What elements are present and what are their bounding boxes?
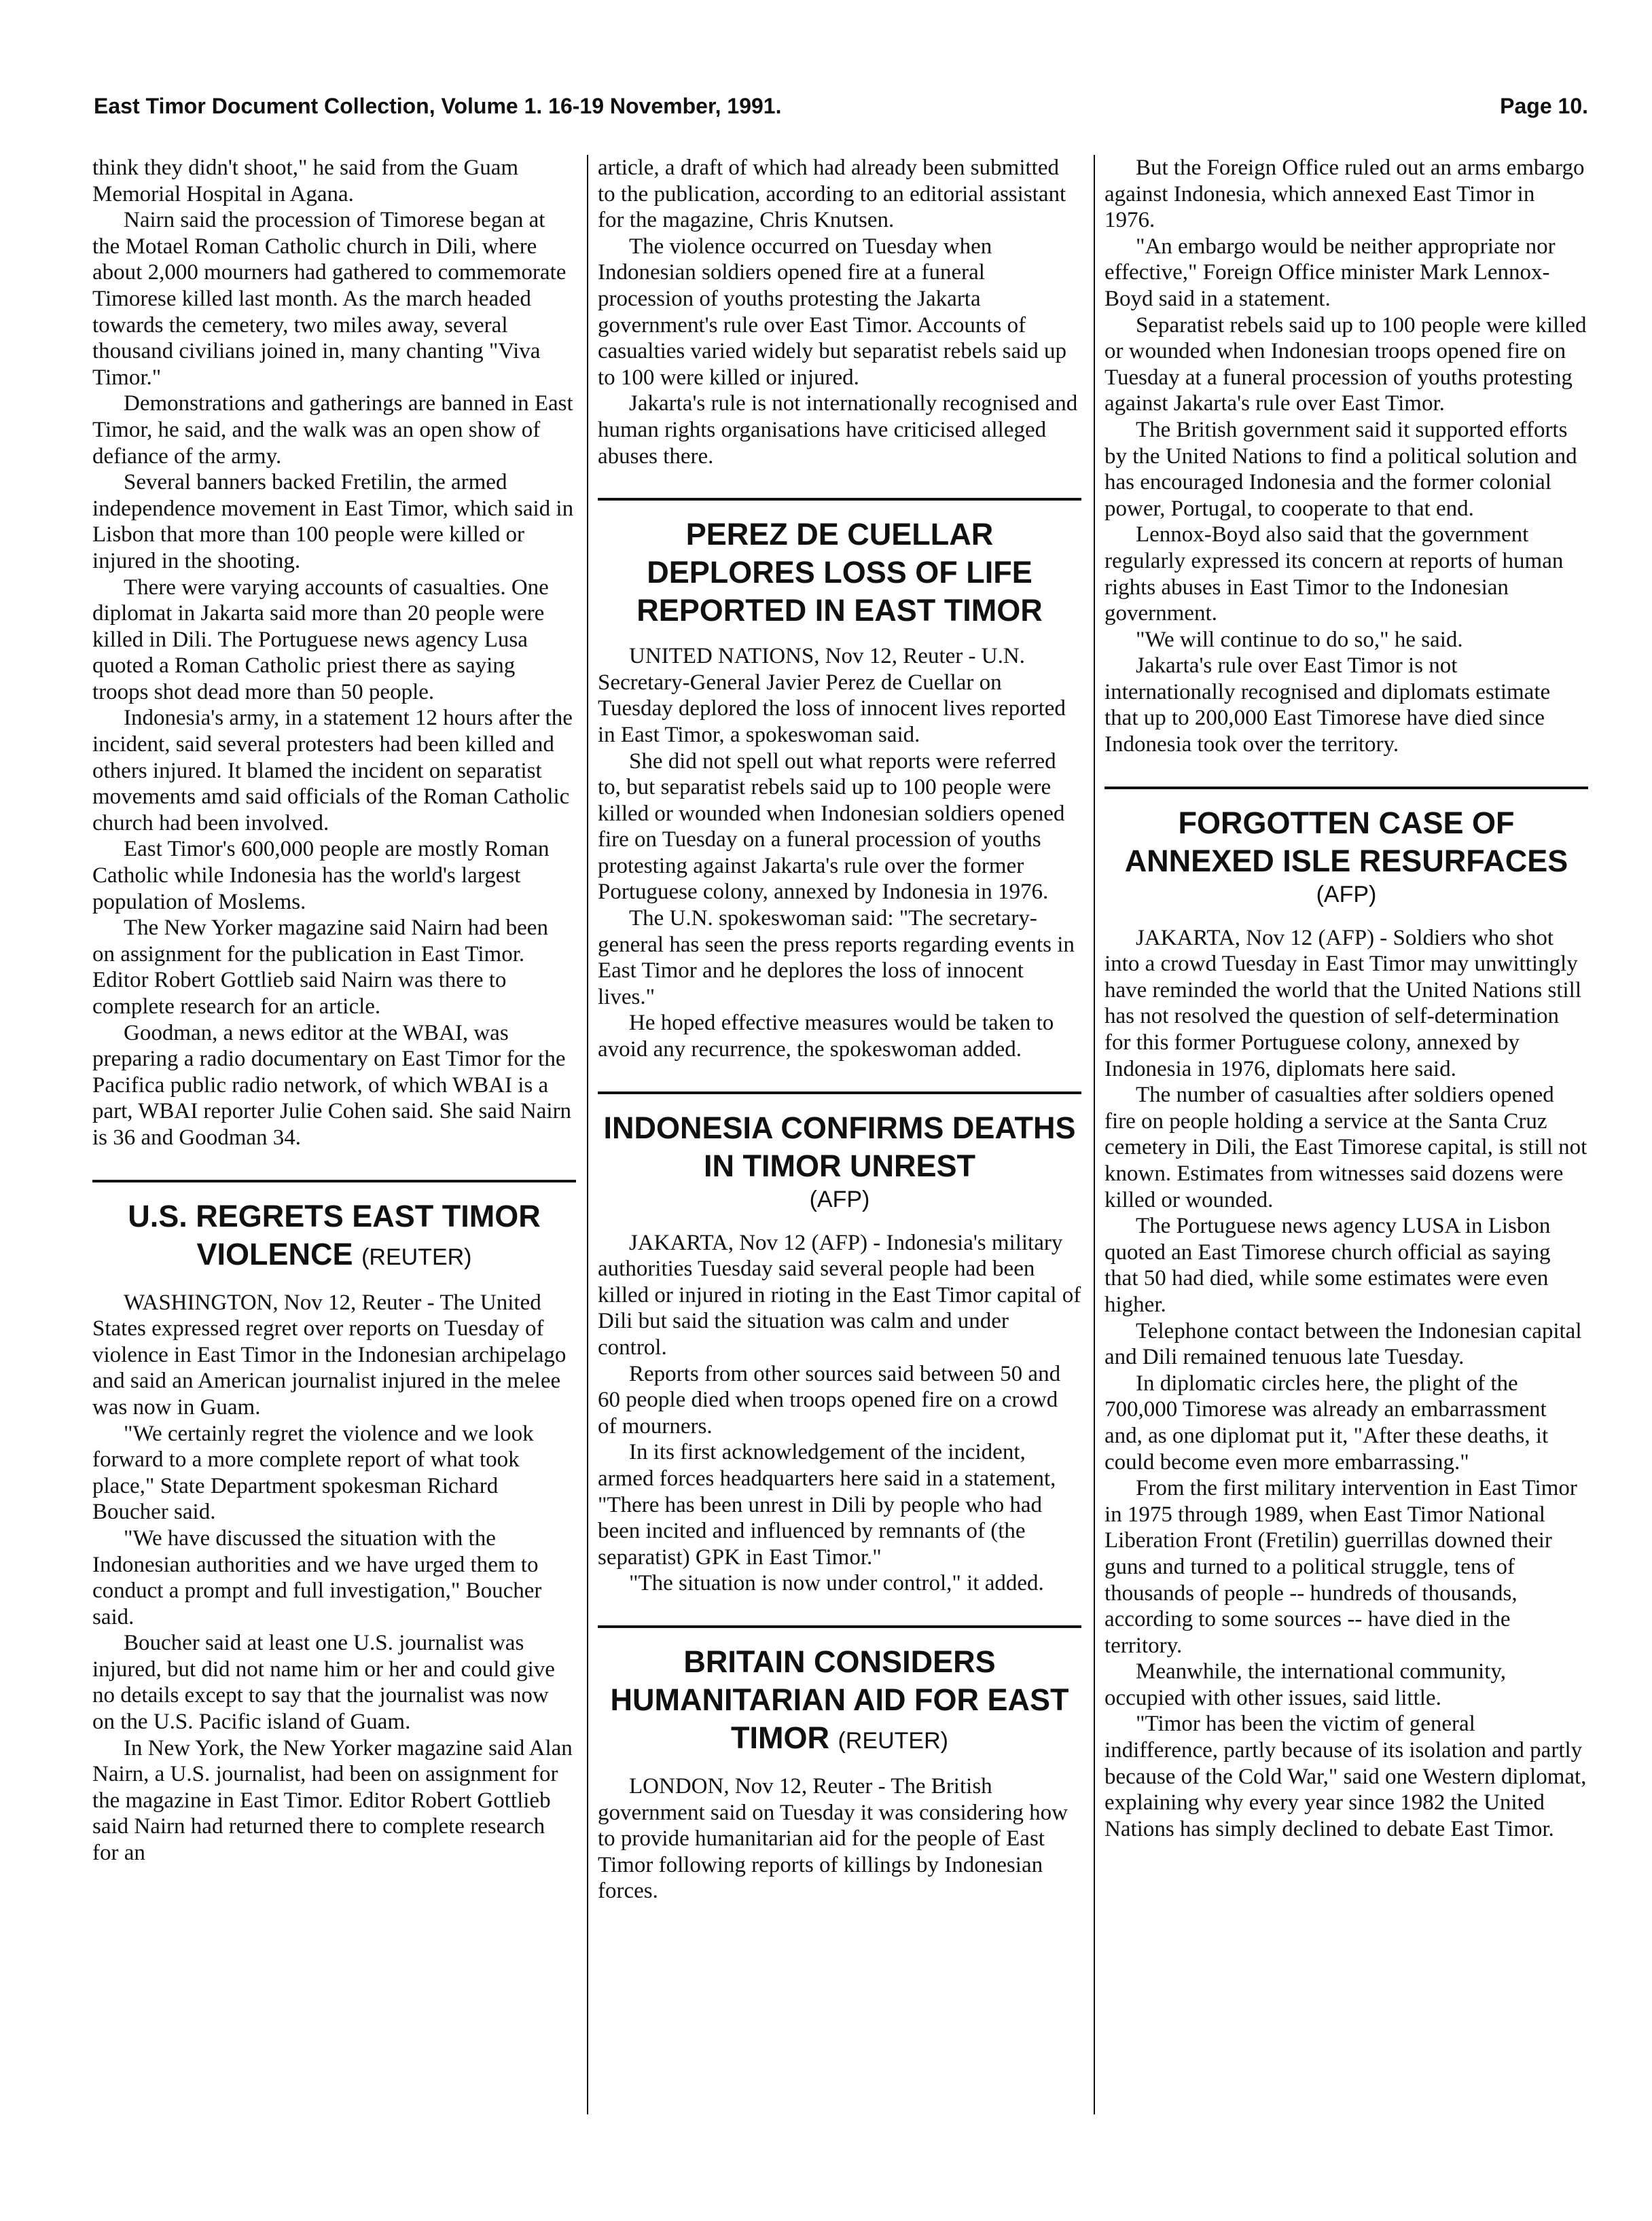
paragraph: In diplomatic circles here, the plight of the 700,000 Timorese was already an embarrassment and, as one diplomat put it, "After these deaths, it could become even more embarrassing." xyxy=(1105,1371,1549,1475)
paragraph: Demonstrations and gatherings are banned in East Timor, he said, and the walk was an open show of defiance of the army. xyxy=(92,391,573,469)
headline-source: (REUTER) xyxy=(838,1727,948,1754)
paragraph: Separatist rebels said up to 100 people were killed or wounded when Indonesian troops opened fire on Tuesday at a funeral procession of youths protesting against Jakarta's rule over East Timor. xyxy=(1105,312,1587,416)
paragraph: "We have discussed the situation with the Indonesian authorities and we have urged them to conduct a prompt and full investigation," Boucher said. xyxy=(92,1525,542,1629)
headline-source: (AFP) xyxy=(1316,881,1377,907)
paragraph: There were varying accounts of casualties. One diplomat in Jakarta said more than 20 people were killed in Dili. The Portuguese news agency Lusa quoted a Roman Catholic priest there as saying troops shot dead more than 50 people. xyxy=(92,575,549,704)
paragraph: "An embargo would be neither appropriate nor effective," Foreign Office minister Mark Lennox-Boyd said in a statement. xyxy=(1105,234,1556,311)
paragraph: The Portuguese news agency LUSA in Lisbon quoted an East Timorese church official as saying that 50 had died, while some estimates were even higher. xyxy=(1105,1214,1551,1317)
paragraph: The British government said it supported efforts by the United Nations to find a political solution and has encouraged Indonesia and the former colonial power, Portugal, to cooperate to that end. xyxy=(1105,417,1577,521)
paragraph: The violence occurred on Tuesday when Indonesian soldiers opened fire at a funeral procession of youths protesting the Jakarta government's rule over East Timor. Accounts of casualties varied widely but separatist rebels said up to 100 were killed or injured. xyxy=(598,234,1067,390)
column-divider-2 xyxy=(1094,155,1095,2114)
column-1 xyxy=(92,155,576,1866)
paragraph: article, a draft of which had already been submitted to the publication, according to an editorial assistant for the magazine, Chris Knutsen. xyxy=(598,156,1066,233)
headline-text: BRITAIN CONSIDERS HUMANITARIAN AID FOR EAST TIMOR xyxy=(610,1644,1069,1755)
paragraph: Goodman, a news editor at the WBAI, was preparing a radio documentary on East Timor for the Pacifica public radio network, of which WBAI is a part, WBAI reporter Julie Cohen said. She said Nairn is 36 and Goodman 34. xyxy=(92,1020,572,1150)
paragraph: East Timor's 600,000 people are mostly Roman Catholic while Indonesia has the world's largest population of Moslems. xyxy=(92,837,550,914)
paragraph: "We certainly regret the violence and we look forward to a more complete report of what took place," State Department spokesman Richard Boucher said. xyxy=(92,1421,534,1525)
section-rule xyxy=(598,1091,1081,1094)
paragraph: "We will continue to do so," he said. xyxy=(1136,627,1463,652)
paragraph: "The situation is now under control," it added. xyxy=(629,1571,1044,1596)
paragraph: The U.N. spokeswoman said: "The secretary-general has seen the press reports regarding events in East Timor and he deplores the loss of innocent lives." xyxy=(598,906,1075,1009)
paragraph: From the first military intervention in East Timor in 1975 through 1989, when East Timor National Liberation Front (Fretilin) guerrillas downed their guns and turned to a political struggle, tens of thousands of people -- hundreds of thousands, according to some sources -- have died in the territory. xyxy=(1105,1476,1577,1658)
headline-britain-considers xyxy=(598,1643,1081,1760)
paragraph: Lennox-Boyd also said that the government regularly expressed its concern at reports of human rights abuses in East Timor to the Indonesian government. xyxy=(1105,522,1564,626)
column-3 xyxy=(1105,155,1588,1842)
column-2 xyxy=(598,155,1081,1904)
paragraph: LONDON, Nov 12, Reuter - The British government said on Tuesday it was considering how to provide humanitarian aid for the people of East Timor following reports of killings by Indonesian forces. xyxy=(598,1773,1069,1904)
paragraph: She did not spell out what reports were referred to, but separatist rebels said up to 100 people were killed or wounded when Indonesian soldiers opened fire on Tuesday on a funeral procession of youths protesting against Jakarta's rule over the former Portuguese colony, annexed by Indonesia in 1976. xyxy=(598,748,1065,905)
section-rule xyxy=(598,1625,1081,1628)
headline-source: (AFP) xyxy=(809,1186,870,1212)
headline-perez-de-cuellar: PEREZ DE CUELLAR DEPLORES LOSS OF LIFE REPORTED IN EAST TIMOR xyxy=(636,517,1043,628)
headline-text: U.S. REGRETS EAST TIMOR VIOLENCE xyxy=(128,1198,541,1271)
paragraph: think they didn't shoot," he said from the Guam Memorial Hospital in Agana. xyxy=(92,156,519,206)
paragraph: The number of casualties after soldiers opened fire on people holding a service at the Santa Cruz cemetery in Dili, the East Timorese capital, is still not known. Estimates from witnesses said dozens were killed or wounded. xyxy=(1105,1083,1587,1212)
paragraph: Indonesia's army, in a statement 12 hours after the incident, said several protesters had been killed and others injured. It blamed the incident on separatist movements amd said officials of the Roman Catholic church had been involved. xyxy=(92,706,573,835)
paragraph: Boucher said at least one U.S. journalist was injured, but did not name him or her and could give no details except to say that the journalist was now on the U.S. Pacific island of Guam. xyxy=(92,1631,555,1735)
headline-us-regrets xyxy=(92,1197,576,1276)
section-rule xyxy=(1105,787,1588,789)
paragraph: In its first acknowledgement of the incident, armed forces headquarters here said in a statement, "There has been unrest in Dili by people who had been incited and influenced by remnants of (the separatist) GPK in East Timor." xyxy=(598,1440,1056,1570)
section-rule xyxy=(92,1180,576,1182)
paragraph: WASHINGTON, Nov 12, Reuter - The United States expressed regret over reports on Tuesday of violence in East Timor in the Indonesian archipelago and said an American journalist injured in the melee was now in Guam. xyxy=(92,1290,567,1420)
page-number: Page 10. xyxy=(1500,94,1588,118)
paragraph: Jakarta's rule over East Timor is not internationally recognised and diplomats estimate that up to 200,000 East Timorese have died since Indonesia took over the territory. xyxy=(1105,653,1551,757)
paragraph: JAKARTA, Nov 12 (AFP) - Soldiers who shot into a crowd Tuesday in East Timor may unwittingly have reminded the world that the United Nations still has not resolved the question of self-determination for this former Portuguese colony, annexed by Indonesia in 1976, diplomats here said. xyxy=(1105,925,1582,1081)
paragraph: Jakarta's rule is not internationally recognised and human rights organisations have criticised alleged abuses there. xyxy=(598,391,1078,469)
paragraph: JAKARTA, Nov 12 (AFP) - Indonesia's military authorities Tuesday said several people had been killed or injured in rioting in the East Timor capital of Dili but said the situation was calm and under control. xyxy=(598,1230,1081,1360)
section-rule xyxy=(598,498,1081,501)
page-header xyxy=(94,94,1588,132)
paragraph: Nairn said the procession of Timorese began at the Motael Roman Catholic church in Dili, where about 2,000 mourners had gathered to commemorate Timorese killed last month. As the march headed towards the cemetery, two miles away, several thousand civilians joined in, many chanting "Viva Timor." xyxy=(92,208,567,390)
column-divider-1 xyxy=(587,155,588,2114)
collection-title: East Timor Document Collection, Volume 1. 16-19 November, 1991. xyxy=(94,94,782,118)
headline-indonesia-confirms: INDONESIA CONFIRMS DEATHS IN TIMOR UNREST xyxy=(603,1110,1076,1183)
paragraph: Telephone contact between the Indonesian capital and Dili remained tenuous late Tuesday. xyxy=(1105,1318,1582,1370)
headline-forgotten-case: FORGOTTEN CASE OF ANNEXED ISLE RESURFACES xyxy=(1124,805,1568,878)
paragraph: Meanwhile, the international community, occupied with other issues, said little. xyxy=(1105,1659,1506,1710)
paragraph: UNITED NATIONS, Nov 12, Reuter - U.N. Secretary-General Javier Perez de Cuellar on Tuesday deplored the loss of innocent lives reported in East Timor, a spokeswoman said. xyxy=(598,644,1066,747)
paragraph: In New York, the New Yorker magazine said Alan Nairn, a U.S. journalist, had been on assignment for the magazine in East Timor. Editor Robert Gottlieb said Nairn had returned there to complete research for an xyxy=(92,1735,573,1866)
paragraph: Several banners backed Fretilin, the armed independence movement in East Timor, which said in Lisbon that more than 100 people were killed or injured in the shooting. xyxy=(92,470,574,573)
paragraph: He hoped effective measures would be taken to avoid any recurrence, the spokeswoman added. xyxy=(598,1011,1054,1062)
paragraph: "Timor has been the victim of general indifference, partly because of its isolation and partly because of the Cold War," said one Western diplomat, explaining why every year since 1982 the United Nations has simply declined to debate East Timor. xyxy=(1105,1712,1587,1841)
paragraph: The New Yorker magazine said Nairn had been on assignment for the publication in East Timor. Editor Robert Gottlieb said Nairn was there to complete research for an article. xyxy=(92,916,548,1019)
paragraph: Reports from other sources said between 50 and 60 people died when troops opened fire on a crowd of mourners. xyxy=(598,1361,1061,1439)
headline-source: (REUTER) xyxy=(361,1244,472,1270)
paragraph: But the Foreign Office ruled out an arms embargo against Indonesia, which annexed East Timor in 1976. xyxy=(1105,156,1585,233)
